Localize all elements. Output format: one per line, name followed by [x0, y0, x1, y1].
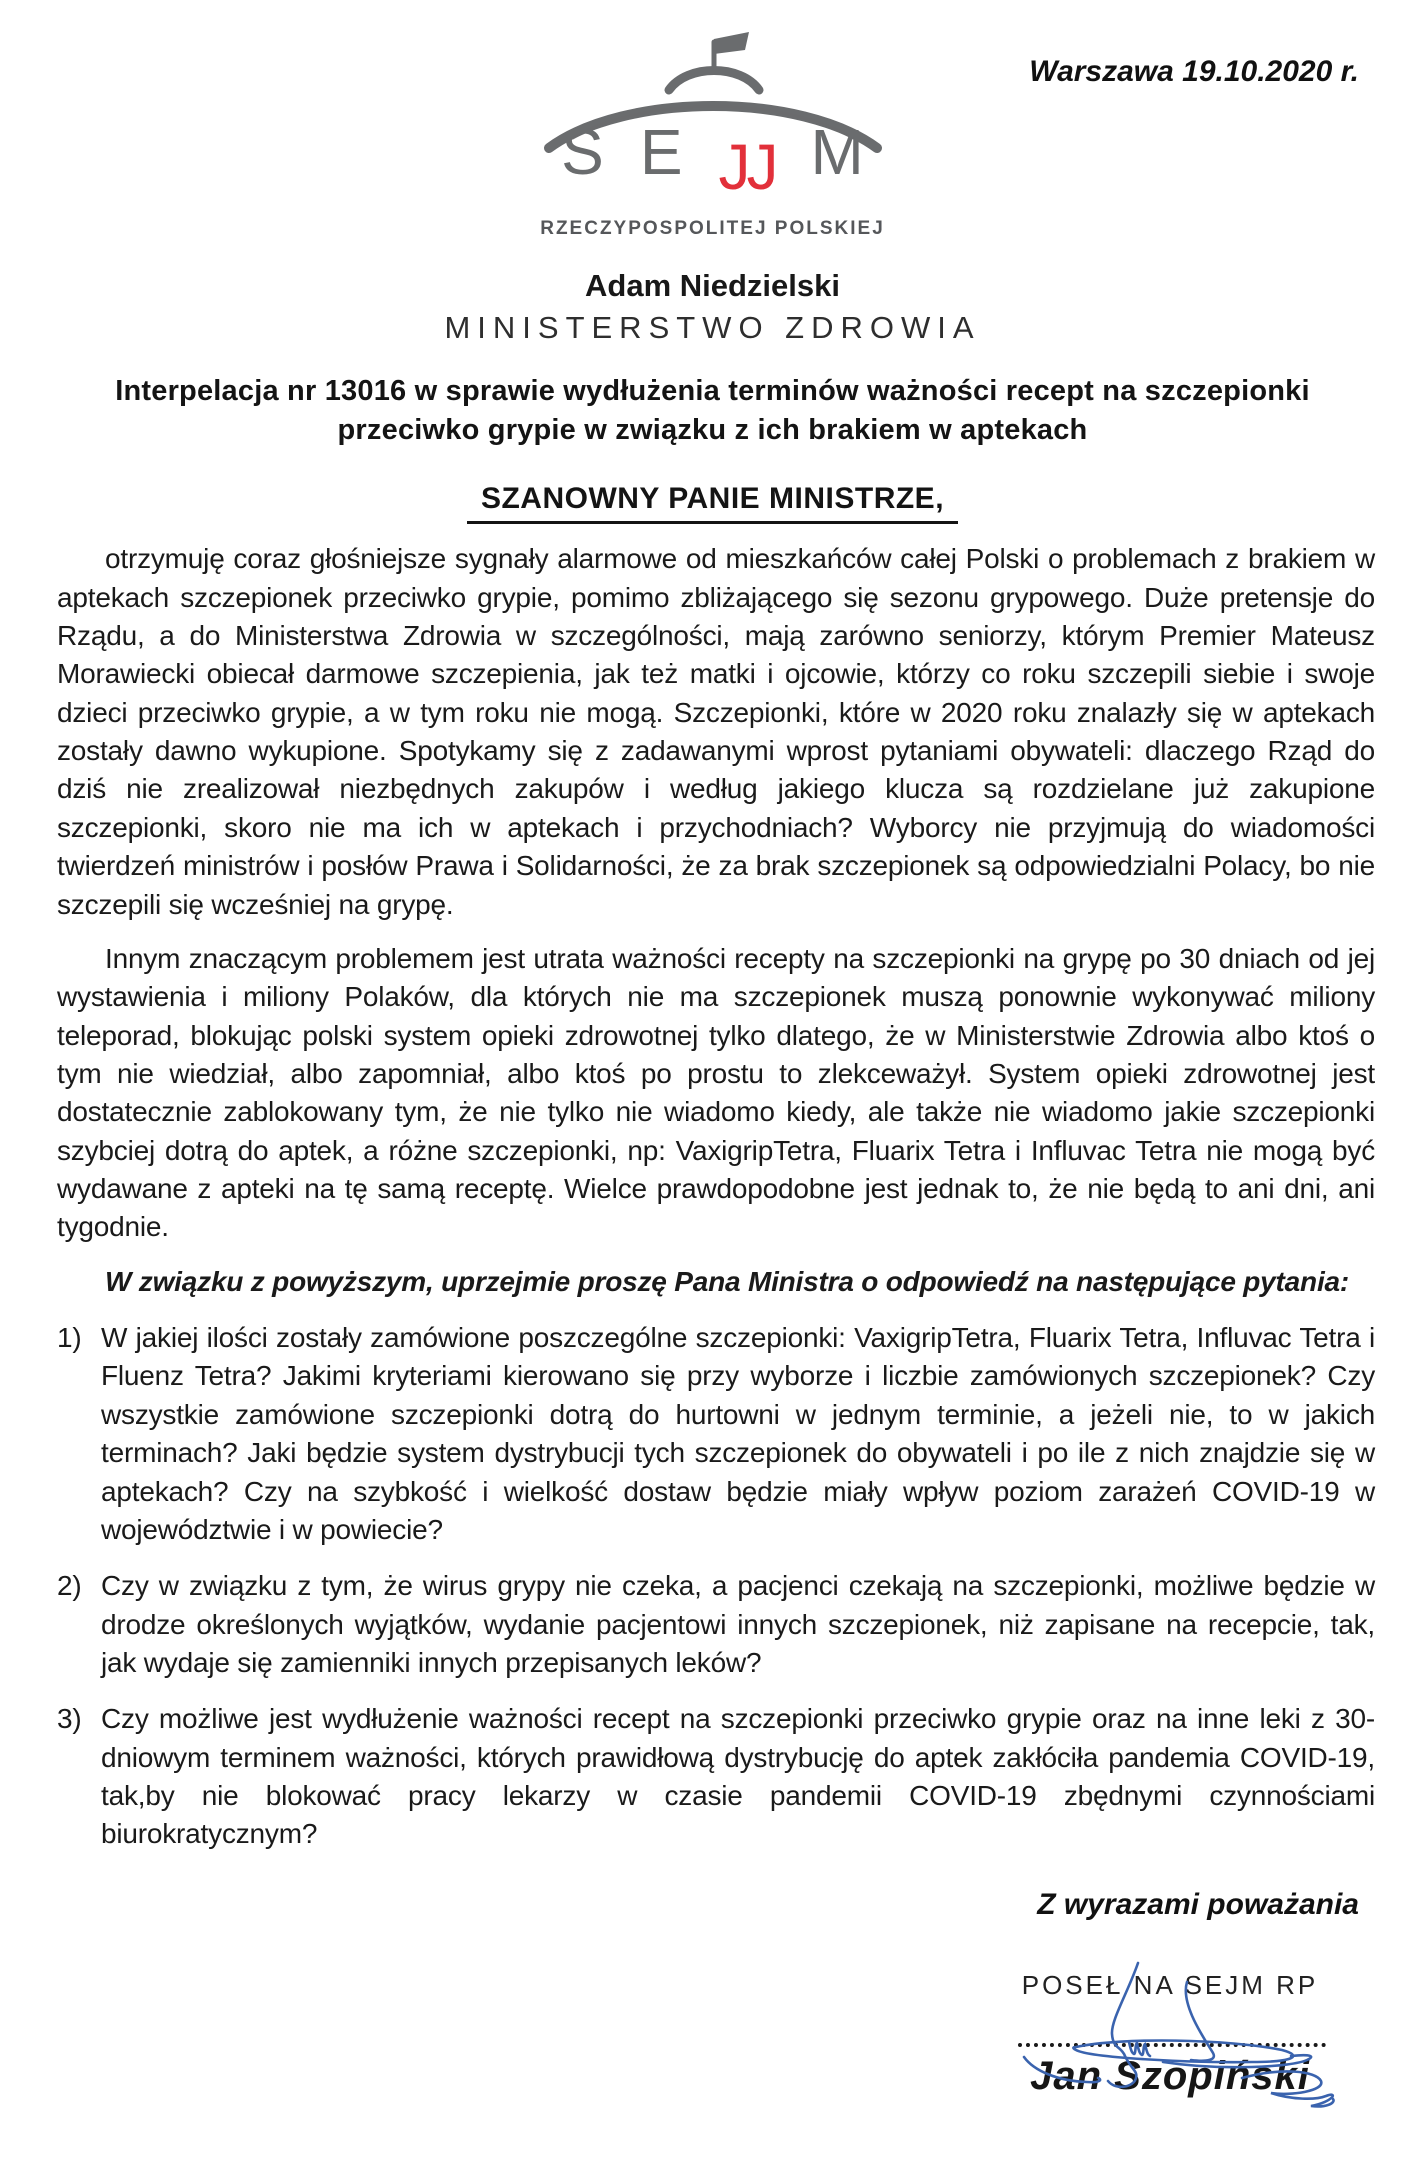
sejm-letter-s: S [561, 116, 604, 188]
signature-block [960, 1930, 1380, 2180]
closing-phrase: Z wyrazami poważania [1037, 1887, 1359, 1921]
question-text: W jakiej ilości zostały zamówione poszczególne szczepionki: VaxigripTetra, Fluarix Tetra, Influvac Tetra i Fluenz Tetra? Jakimi kryteriami kierowano się przy wyborze i liczbie zamówionych szczepionek? Czy wszystkie zamówione szczepionki dotrą do hurtowni w jednym terminie, a jeżeli nie, to w jakich terminach? Jaki będzie system dystrybucji tych szczepionek do obywateli i po ile z nich znajdzie się w aptekach? Czy na szybkość i wielkość dostaw będzie miały wpływ poziom zarażeń COVID-19 w województwie i w powiecie? [101, 1322, 1375, 1545]
body-paragraph-1: otrzymuję coraz głośniejsze sygnały alarmowe od mieszkańców całej Polski o problemach z brakiem w aptekach szczepionek przeciwko grypie, pomimo zbliżającego się sezonu grypowego. Duże pretensje do Rządu, a do Ministerstwa Zdrowia w szczególności, mają zarówno seniorzy, którym Premier Mateusz Morawiecki obiecał darmowe szczepienia, jak też matki i ojcowie, którzy co roku szczepili siebie i swoje dzieci przeciwko grypie, a w tym roku nie mogą. Szczepionki, które w 2020 roku znalazły się w aptekach zostały dawno wykupione. Spotykamy się z zadawanymi wprost pytaniami obywateli: dlaczego Rząd do dziś nie zrealizował niezbędnych zakupów i według jakiego klucza są rozdzielane już zakupione szczepionki, skoro nie ma ich w aptekach i przychodniach? Wyborcy nie przyjmują do wiadomości twierdzeń ministrów i posłów Prawa i Solidarności, że za brak szczepionek są odpowiedzialni Polacy, bo nie szczepili się wcześniej na grypę. [57, 543, 1375, 920]
question-item-3 [57, 1700, 1375, 1853]
sejm-wordmark [503, 116, 923, 206]
sejm-letters-jj: JJ [718, 131, 775, 203]
sejm-logo [503, 26, 923, 240]
sejm-letter-m: M [810, 116, 864, 188]
question-number: 2) [57, 1570, 82, 1602]
question-number: 1) [57, 1322, 82, 1354]
salutation-wrap [0, 482, 1425, 524]
body-paragraph-2: Innym znaczącym problemem jest utrata ważności recepty na szczepionki na grypę po 30 dniach od jej wystawienia i miliony Polaków, dla których nie ma szczepionek muszą ponownie wykonywać miliony teleporad, blokując polski system opieki zdrowotnej tylko dlatego, że w Ministerstwie Zdrowia albo ktoś o tym nie wiedział, albo zapomniał, albo ktoś po prostu to zlekceważył. System opieki zdrowotnej jest dostatecznie zablokowany tym, że nie tylko nie wiadomo kiedy, ale także nie wiadomo jakie szczepionki szybciej dotrą do aptek, a różne szczepionki, np: VaxigripTetra, Fluarix Tetra i Influvac Tetra nie mogą być wydawane z apteki na tę samą receptę. Wielce prawdopodobne jest jednak to, że nie będą to ani dni, ani tygodnie. [57, 942, 1375, 1243]
signer-name: Jan Szopiński [1030, 2053, 1310, 2098]
request-line: W związku z powyższym, uprzejmie proszę Pana Ministra o odpowiedź na następujące pytania: [105, 1265, 1350, 1297]
recipient-block [0, 268, 1425, 346]
letter-body [57, 540, 1375, 1854]
recipient-name: Adam Niedzielski [585, 268, 840, 303]
recipient-organization: MINISTERSTWO ZDROWIA [444, 310, 981, 345]
signature-dotted-line [1018, 2043, 1326, 2047]
question-item-1 [57, 1319, 1375, 1549]
question-number: 3) [57, 1703, 82, 1735]
salutation: SZANOWNY PANIE MINISTRZE, [467, 482, 958, 524]
date-line: Warszawa 19.10.2020 r. [1029, 55, 1359, 88]
interpellation-title: Interpelacja nr 13016 w sprawie wydłużenia terminów ważności recept na szczepionki przeciwko grypie w związku z ich brakiem w aptekach [115, 375, 1310, 447]
letter-header [0, 0, 1425, 250]
question-text: Czy w związku z tym, że wirus grypy nie czeka, a pacjenci czekają na szczepionki, możliwe będzie w drodze określonych wyjątków, wydanie pacjentowi innych szczepionek, niż zapisane na recepcie, tak, jak wydaje się zamienniki innych przepisanych leków? [101, 1570, 1375, 1678]
sejm-letter-e: E [639, 116, 683, 188]
questions-list [57, 1319, 1375, 1854]
signer-role: POSEŁ NA SEJM RP [1021, 1969, 1319, 2000]
sejm-logo-caption: RZECZYPOSPOLITEJ POLSKIEJ [540, 218, 885, 239]
question-item-2 [57, 1567, 1375, 1682]
question-text: Czy możliwe jest wydłużenie ważności recept na szczepionki przeciwko grypie oraz na inne leki z 30-dniowym terminem ważności, których prawidłową dystrybucję do aptek zakłóciła pandemia COVID-19, tak,by nie blokować pracy lekarzy w czasie pandemii COVID-19 zbędnymi czynnościami biurokratycznym? [101, 1703, 1375, 1850]
